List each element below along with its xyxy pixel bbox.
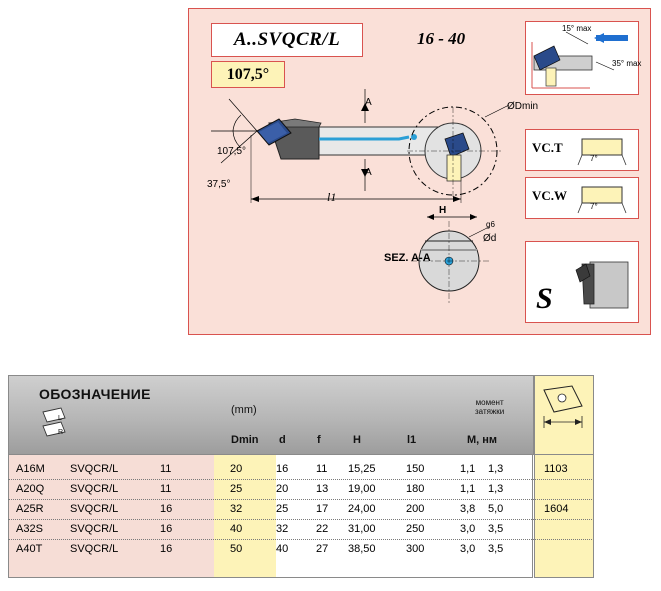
length-l1-label: l1: [327, 190, 337, 204]
g6-tolerance-label: g6: [486, 220, 495, 229]
shank-clamp-icon: [574, 254, 634, 316]
cell-d: 32: [276, 523, 289, 535]
table-header: [8, 375, 534, 455]
cell-dmin: 40: [230, 523, 243, 535]
cell-H: 15,25: [348, 463, 376, 475]
row-separator: [8, 479, 592, 480]
insert-column-header: [534, 375, 594, 455]
cell-torque-1: 3,0: [460, 523, 476, 535]
vct-label: VC.T: [532, 140, 563, 155]
shank-symbol-box: [525, 241, 639, 323]
cell-num: 11: [160, 463, 172, 475]
cell-f: 11: [316, 463, 328, 475]
cell-num: 11: [160, 483, 172, 495]
cell-dmin: 25: [230, 483, 243, 495]
angle-secondary-label: 37,5°: [207, 179, 231, 190]
lead-angle-value: 107,5°: [226, 65, 270, 83]
cell-H: 38,50: [348, 543, 376, 555]
insert-type-vcw-box: [525, 177, 639, 219]
cell-l1: 180: [406, 483, 425, 495]
vct-angle-label: 7°: [590, 154, 598, 163]
col-header-H: H: [353, 434, 361, 446]
cell-torque-2: 1,3: [488, 463, 504, 475]
cell-name: SVQCR/L: [70, 503, 119, 515]
cell-l1: 150: [406, 463, 425, 475]
cell-d: 25: [276, 503, 289, 515]
cell-l1: 200: [406, 503, 425, 515]
table-header-designation: ОБОЗНАЧЕНИЕ: [39, 386, 151, 402]
svg-text:R: R: [58, 429, 64, 436]
d-label: Ød: [483, 233, 497, 244]
col-header-f: f: [317, 434, 321, 446]
col-header-l1: l1: [407, 434, 417, 446]
cell-torque-1: 1,1: [460, 463, 476, 475]
product-title: A..SVQCR/L: [233, 29, 341, 50]
cell-l1: 250: [406, 523, 425, 535]
max15-label: 15° max: [562, 24, 592, 33]
vcw-insert-icon: [576, 181, 630, 217]
table-row[interactable]: [8, 461, 592, 479]
torque-line2: затяжки: [475, 407, 505, 417]
table-row[interactable]: [8, 501, 592, 519]
cell-dmin: 50: [230, 543, 243, 555]
cell-torque-1: 1,1: [460, 483, 476, 495]
cell-d: 40: [276, 543, 289, 555]
cell-dmin: 32: [230, 503, 243, 515]
insert-type-vct-box: [525, 129, 639, 171]
H-label: H: [439, 205, 447, 216]
cell-H: 31,00: [348, 523, 376, 535]
row-separator: [8, 519, 592, 520]
angle-main-label: 107,5°: [217, 146, 247, 157]
cell-f: 17: [316, 503, 329, 515]
cell-code: A32S: [16, 523, 43, 535]
table-row[interactable]: [8, 521, 592, 539]
torque-line1: момент: [475, 398, 504, 407]
row-separator: [8, 499, 592, 500]
front-view-dmin: [397, 99, 517, 219]
table-row[interactable]: [8, 541, 592, 559]
cell-insert: 1103: [544, 463, 568, 475]
product-title-box: [211, 23, 363, 57]
cell-insert: 1604: [544, 503, 569, 515]
table-header-torque: [475, 398, 504, 416]
cell-code: A20Q: [16, 483, 45, 495]
specification-table: [8, 375, 653, 580]
cell-name: SVQCR/L: [70, 483, 119, 495]
cell-torque-2: 3,5: [488, 543, 504, 555]
size-range: 16 - 40: [417, 29, 466, 48]
cell-f: 13: [316, 483, 329, 495]
cell-name: SVQCR/L: [70, 463, 119, 475]
cell-torque-2: 5,0: [488, 503, 504, 515]
vct-insert-icon: [576, 133, 630, 169]
vcw-angle-label: 7°: [590, 202, 598, 211]
table-header-units: (mm): [231, 404, 257, 416]
section-label-bottom: A: [365, 167, 372, 178]
cell-f: 27: [316, 543, 329, 555]
cell-name: SVQCR/L: [70, 523, 119, 535]
col-header-dmin: Dmin: [231, 434, 259, 446]
product-diagram-panel: [188, 8, 651, 335]
cell-name: SVQCR/L: [70, 543, 119, 555]
cell-num: 16: [160, 543, 173, 555]
cell-code: A40T: [16, 543, 43, 555]
tool-orientation-icon: [41, 406, 67, 438]
row-separator: [8, 539, 592, 540]
cell-torque-2: 3,5: [488, 523, 504, 535]
svg-text:L: L: [58, 415, 62, 422]
cell-d: 20: [276, 483, 289, 495]
cell-num: 16: [160, 503, 173, 515]
shank-symbol-label: S: [536, 282, 553, 315]
col-header-d: d: [279, 434, 286, 446]
cell-code: A16M: [16, 463, 45, 475]
section-label-top: A: [365, 97, 372, 108]
cell-num: 16: [160, 523, 173, 535]
cell-H: 19,00: [348, 483, 376, 495]
cell-torque-1: 3,8: [460, 503, 476, 515]
insert-shape-icon: [538, 384, 590, 438]
table-row[interactable]: [8, 481, 592, 499]
vcw-label: VC.W: [532, 188, 568, 203]
clearance-angle-box: [525, 21, 642, 95]
col-header-M: M, нм: [467, 434, 498, 446]
cell-torque-1: 3,0: [460, 543, 476, 555]
cell-dmin: 20: [230, 463, 243, 475]
cell-l1: 300: [406, 543, 425, 555]
max35-label: 35° max: [612, 59, 642, 68]
section-aa-label: SEZ. A-A: [384, 252, 431, 264]
dmin-label: ØDmin: [507, 101, 539, 112]
cell-f: 22: [316, 523, 329, 535]
cell-code: A25R: [16, 503, 44, 515]
cell-d: 16: [276, 463, 289, 475]
cell-torque-2: 1,3: [488, 483, 504, 495]
cell-H: 24,00: [348, 503, 376, 515]
